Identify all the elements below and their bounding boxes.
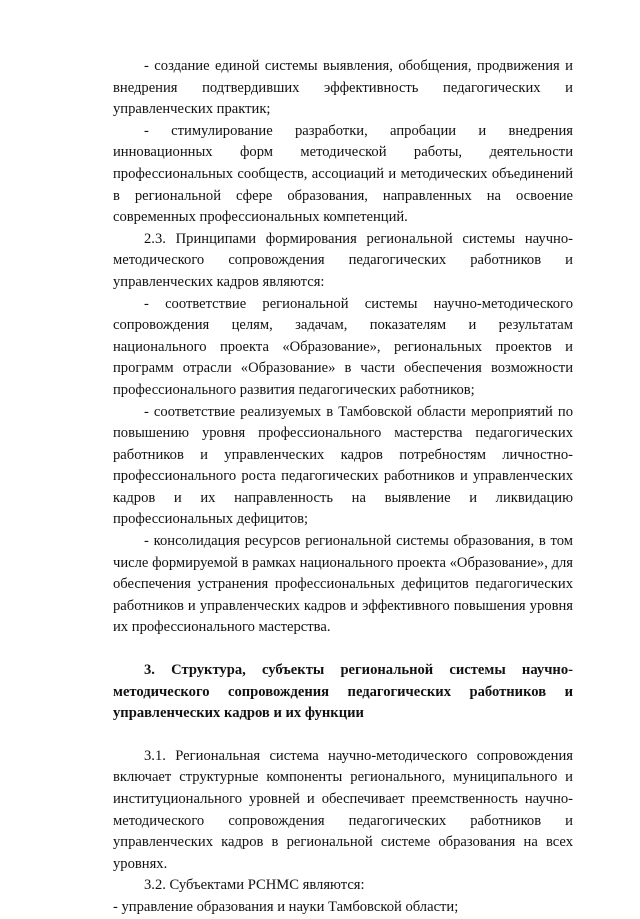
section-heading: 3. Структура, субъекты региональной системы научно-методического сопровождения педагогических работников и управленческих кадров и их функции bbox=[113, 662, 573, 722]
clause-2-3: 2.3. Принципами формирования региональной системы научно-методического сопровождения педагогических работников и управленческих кадров являются: bbox=[113, 230, 573, 290]
section-spacer bbox=[113, 725, 573, 746]
clause-3-1: 3.1. Региональная система научно-методического сопровождения включает структурные компоненты регионального, муниципального и институционального уровней и обеспечивает преемственность научно-методического сопровождения педагогических работников и управленческих кадров в региональной системе образования на всех уровнях. bbox=[113, 747, 573, 872]
clause-3-2: 3.2. Субъектами РСНМС являются: bbox=[144, 877, 365, 894]
list-item-creation-system: - создание единой системы выявления, обобщения, продвижения и внедрения подтвердивших эффективность педагогических и управленческих практик; bbox=[113, 58, 573, 118]
section-spacer bbox=[113, 639, 573, 660]
list-item-correspondence-events: - соответствие реализуемых в Тамбовской области мероприятий по повышению уровня профессионального мастерства педагогических работников и управленческих кадров потребностям личностно-профессионального роста педагогических работников и управленческих кадров и их направленность на выявление и ликвидацию профессиональных дефицитов; bbox=[113, 403, 573, 528]
list-item-correspondence-goals: - соответствие региональной системы научно-методического сопровождения целям, задачам, показателям и результатам национального проекта «Образование», региональных проектов и программ отрасли «Образование» в части обеспечения возможности профессионального развития педагогических работников; bbox=[113, 295, 573, 398]
document-body bbox=[113, 56, 573, 919]
list-item-stimulation: - стимулирование разработки, апробации и внедрения инновационных форм методической работы, деятельности профессиональных сообществ, ассоциаций и методических объединений в региональной сфере образования, направленных на освоение современных профессиональных компетенций. bbox=[113, 122, 573, 226]
list-item-consolidation: - консолидация ресурсов региональной системы образования, в том числе формируемой в рамках национального проекта «Образование», для обеспечения устранения профессиональных дефицитов педагогических работников и управленческих кадров и эффективного повышения уровня их профессионального мастерства. bbox=[113, 533, 573, 636]
list-item-education-department: - управление образования и науки Тамбовской области; bbox=[113, 898, 459, 915]
